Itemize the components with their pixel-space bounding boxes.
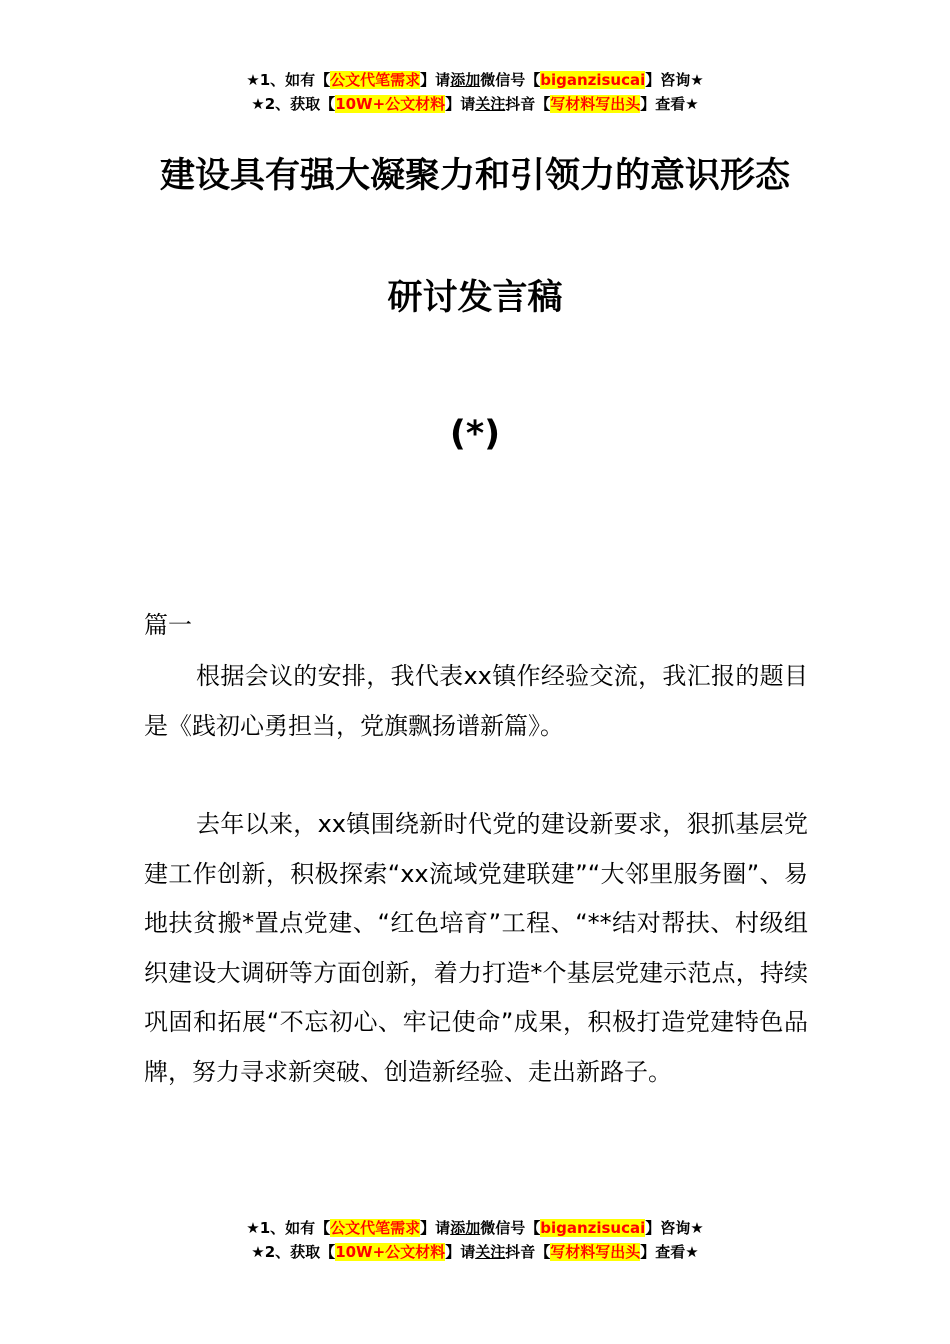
banner-text: 微信号【 xyxy=(480,71,541,89)
underlined-action: 添加 xyxy=(450,1219,481,1237)
document-title-line-1: 建设具有强大凝聚力和引领力的意识形态 xyxy=(159,156,790,196)
footer-banner xyxy=(0,1216,950,1264)
paragraph-2: 去年以来，xx镇围绕新时代党的建设新要求，狠抓基层党建工作创新，积极探索“xx流域党建联建”“大邻里服务圈”、易地扶贫搬*置点党建、“红色培育”工程、“**结对帮扶、村级组织建设大调研等方面创新，着力打造*个基层党建示范点，持续巩固和拓展“不忘初心、牢记使命”成果，积极打造党建特色品牌，努力寻求新突破、创造新经验、走出新路子。 xyxy=(144,810,808,1086)
banner-text: 】请 xyxy=(445,1243,476,1261)
underlined-action: 关注 xyxy=(475,95,506,113)
banner-text: 微信号【 xyxy=(480,1219,541,1237)
banner-text: ★1、如有【 xyxy=(246,1219,331,1237)
banner-text: 】请 xyxy=(420,1219,451,1237)
banner-text: ★2、获取【 xyxy=(251,1243,336,1261)
footer-banner-line-1 xyxy=(0,1216,950,1240)
highlight-douyin-account: 写材料写出头 xyxy=(550,95,641,113)
banner-text: 】查看★ xyxy=(640,1243,699,1261)
banner-text: 】咨询★ xyxy=(645,71,704,89)
banner-text: 抖音【 xyxy=(505,95,551,113)
underlined-action: 关注 xyxy=(475,1243,506,1261)
highlight-douyin-account: 写材料写出头 xyxy=(550,1243,641,1261)
highlight-service: 公文代笔需求 xyxy=(330,71,421,89)
banner-text: 抖音【 xyxy=(505,1243,551,1261)
banner-text: ★1、如有【 xyxy=(246,71,331,89)
header-banner xyxy=(0,68,950,116)
document-title-marker: (*) xyxy=(449,414,501,454)
section-label: 篇一 xyxy=(144,611,192,639)
paragraph-1: 根据会议的安排，我代表xx镇作经验交流，我汇报的题目是《践初心勇担当，党旗飘扬谱新篇》。 xyxy=(144,662,808,740)
highlight-wechat-id: biganzisucai xyxy=(540,1219,646,1237)
header-banner-line-2 xyxy=(0,92,950,116)
banner-text: 】查看★ xyxy=(640,95,699,113)
highlight-materials: 10W+公文材料 xyxy=(335,95,446,113)
highlight-service: 公文代笔需求 xyxy=(330,1219,421,1237)
banner-text: 】请 xyxy=(445,95,476,113)
highlight-materials: 10W+公文材料 xyxy=(335,1243,446,1261)
header-banner-line-1 xyxy=(0,68,950,92)
footer-banner-line-2 xyxy=(0,1240,950,1264)
document-title-line-2: 研讨发言稿 xyxy=(387,278,563,318)
banner-text: 】咨询★ xyxy=(645,1219,704,1237)
highlight-wechat-id: biganzisucai xyxy=(540,71,646,89)
underlined-action: 添加 xyxy=(450,71,481,89)
banner-text: ★2、获取【 xyxy=(251,95,336,113)
banner-text: 】请 xyxy=(420,71,451,89)
